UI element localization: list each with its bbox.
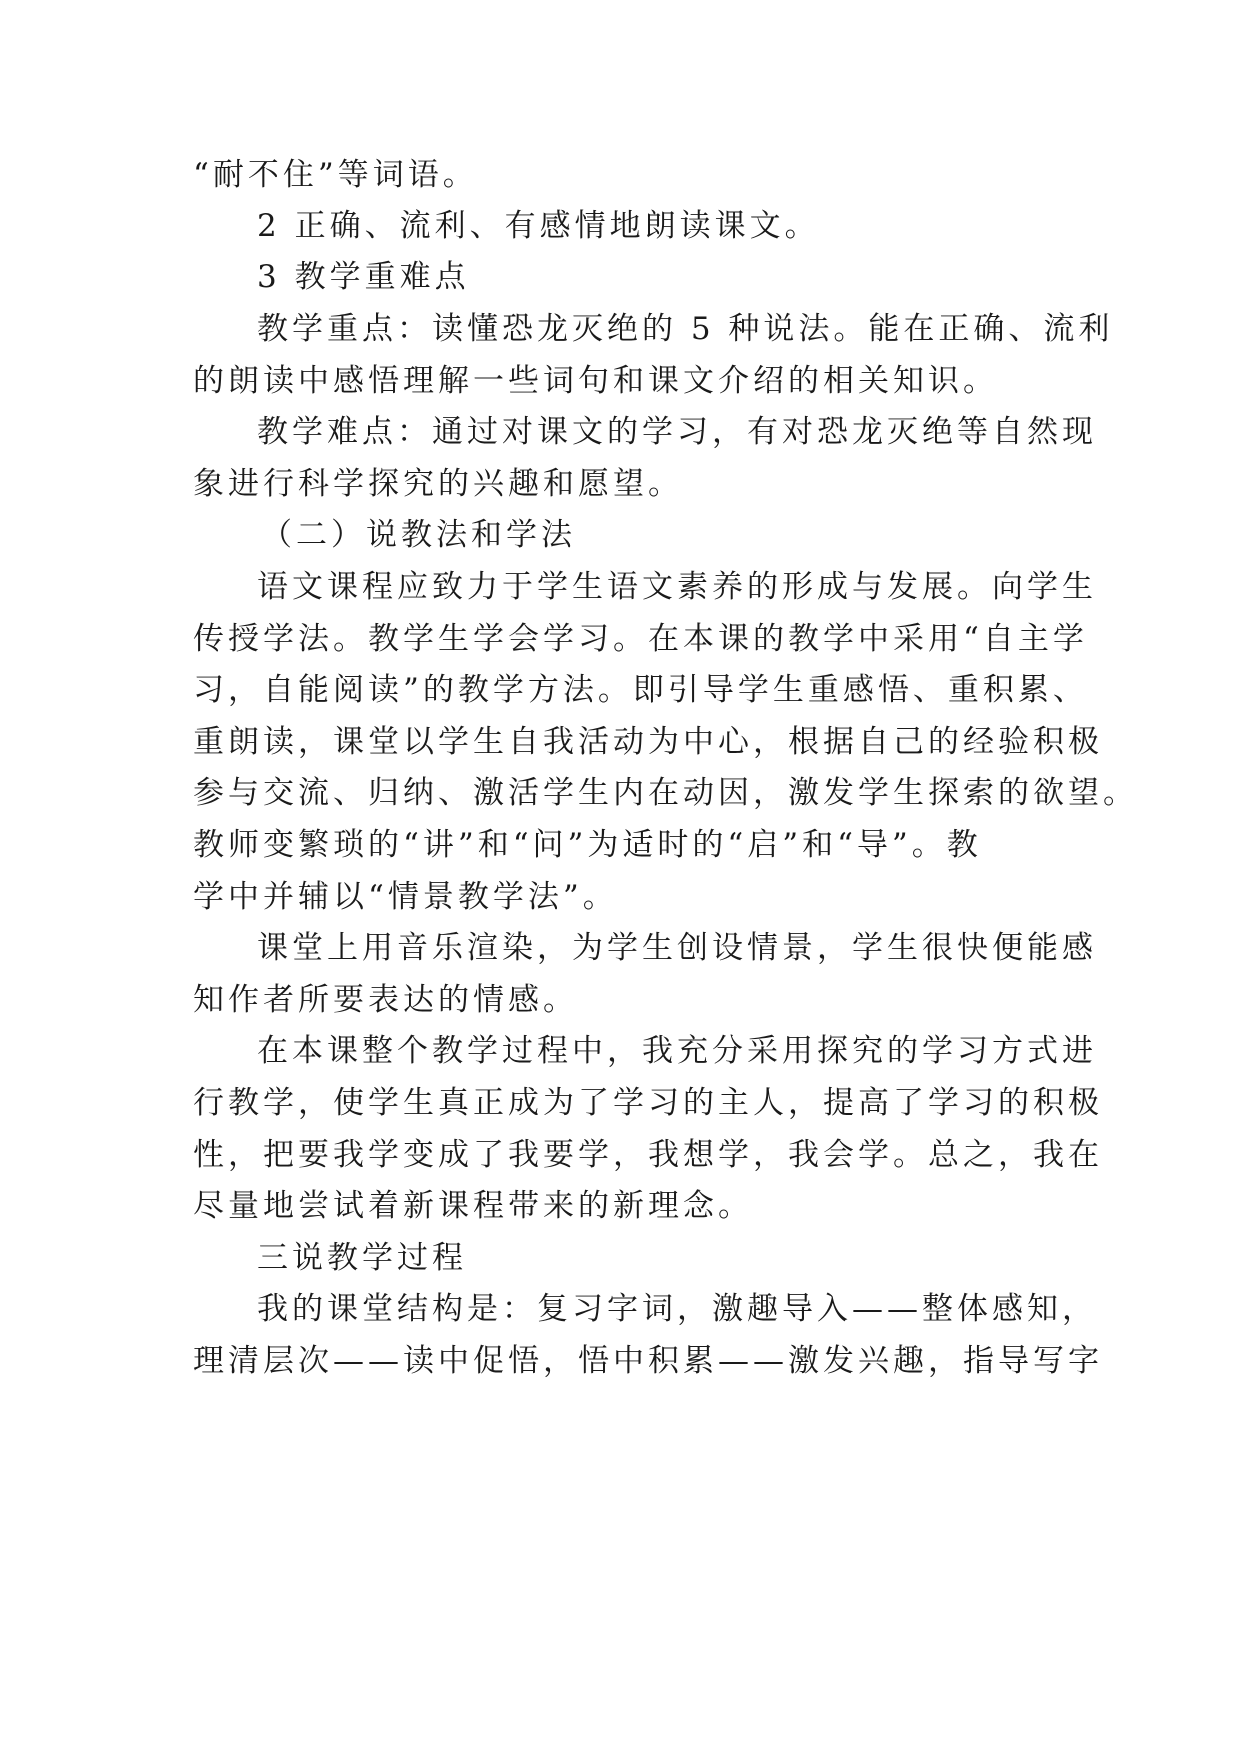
text-line: 教学难点：通过对课文的学习，有对恐龙灭绝等自然现 (257, 414, 1097, 450)
text-line: 性，把要我学变成了我要学，我想学，我会学。总之，我在 (193, 1137, 1103, 1173)
text-line: 习，自能阅读”的教学方法。即引导学生重感悟、重积累、 (193, 672, 1088, 708)
text-line: 象进行科学探究的兴趣和愿望。 (193, 466, 683, 502)
text-line: 语文课程应致力于学生语文素养的形成与发展。向学生 (257, 569, 1097, 605)
text-line: 的朗读中感悟理解一些词句和课文介绍的相关知识。 (193, 363, 998, 399)
text-line: 理清层次——读中促悟，悟中积累——激发兴趣，指导写字 (193, 1343, 1103, 1379)
text-line: “耐不住”等词语。 (193, 157, 478, 193)
text-line: 在本课整个教学过程中，我充分采用探究的学习方式进 (257, 1033, 1097, 1069)
text-line: 2 正确、流利、有感情地朗读课文。 (257, 208, 820, 244)
text-line: 课堂上用音乐渲染，为学生创设情景，学生很快便能感 (257, 930, 1097, 966)
text-line: 参与交流、归纳、激活学生内在动因，激发学生探索的欲望。 (193, 775, 1138, 811)
text-line: 重朗读，课堂以学生自我活动为中心，根据自己的经验积极 (193, 724, 1103, 760)
text-line: 3 教学重难点 (257, 259, 470, 295)
text-line: 尽量地尝试着新课程带来的新理念。 (193, 1188, 753, 1224)
text-line: 行教学，使学生真正成为了学习的主人，提高了学习的积极 (193, 1085, 1103, 1121)
text-line: 教学重点：读懂恐龙灭绝的 5 种说法。能在正确、流利 (257, 311, 1114, 347)
section-heading: 三说教学过程 (257, 1240, 467, 1276)
text-line: 教师变繁琐的“讲”和“问”为适时的“启”和“导”。教 (193, 827, 982, 863)
section-heading: （二）说教法和学法 (261, 517, 576, 553)
text-line: 知作者所要表达的情感。 (193, 982, 578, 1018)
text-line: 学中并辅以“情景教学法”。 (193, 879, 618, 915)
text-line: 我的课堂结构是：复习字词，激趣导入——整体感知， (257, 1291, 1097, 1327)
text-line: 传授学法。教学生学会学习。在本课的教学中采用“自主学 (193, 621, 1088, 657)
